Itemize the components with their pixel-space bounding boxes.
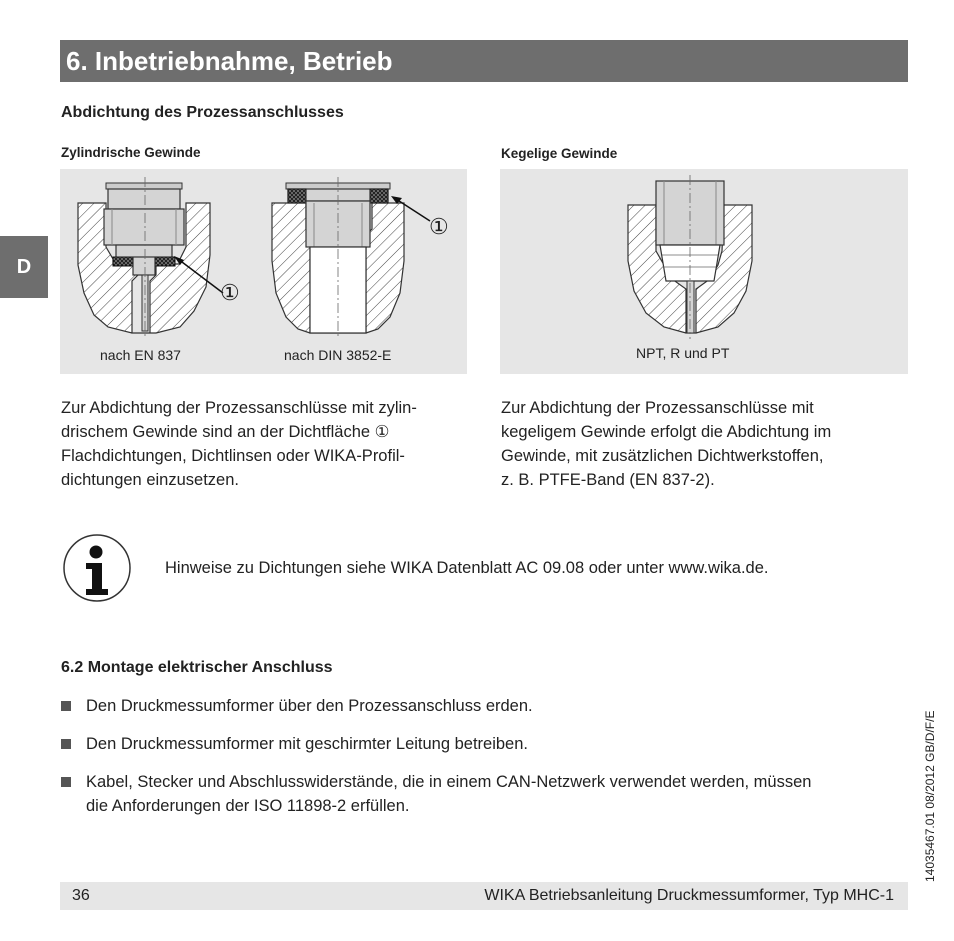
drawing-din3852 — [272, 177, 430, 337]
margin-document-code — [921, 682, 941, 882]
paragraph-line: dichtungen einzusetzen. — [61, 471, 239, 489]
list-item-text: Den Druckmessumformer über den Prozessanschluss erden. — [86, 697, 533, 715]
list-item-text: Kabel, Stecker und Abschlusswiderstände, die in einem CAN-Netzwerk verwendet werden, müssen — [86, 773, 812, 791]
callout-marker-2: ① — [429, 214, 449, 239]
caption-npt: NPT, R und PT — [636, 345, 730, 361]
margin-code-text: 14035467.01 08/2012 GB/D/F/E — [923, 710, 937, 882]
callout-marker-1: ① — [220, 280, 240, 305]
caption-en837: nach EN 837 — [100, 347, 181, 363]
paragraph-line: Zur Abdichtung der Prozessanschlüsse mit — [501, 399, 814, 417]
paragraph-line: z. B. PTFE-Band (EN 837-2). — [501, 471, 715, 489]
paragraph-line: Gewinde, mit zusätzlichen Dichtwerkstoffen, — [501, 447, 824, 465]
paragraph-line: Flachdichtungen, Dichtlinsen oder WIKA-Profil- — [61, 447, 405, 465]
list-item-text: Den Druckmessumformer mit geschirmter Leitung betreiben. — [86, 735, 528, 753]
figure-cylindrical-threads — [60, 169, 467, 374]
paragraph-line: Zur Abdichtung der Prozessanschlüsse mit zylin- — [61, 399, 417, 417]
tapered-threads-drawing — [500, 169, 908, 374]
bullet-square-icon — [61, 739, 71, 749]
paragraph-tapered — [501, 396, 906, 492]
section-heading-electrical: 6.2 Montage elektrischer Anschluss — [61, 659, 333, 676]
drawing-en837 — [78, 177, 223, 337]
bullet-square-icon — [61, 701, 71, 711]
subheading-tapered: Kegelige Gewinde — [501, 146, 618, 161]
info-note-text: Hinweise zu Dichtungen siehe WIKA Datenblatt AC 09.08 oder unter www.wika.de. — [165, 559, 769, 577]
cylindrical-threads-drawing — [60, 169, 467, 374]
list-item-text: die Anforderungen der ISO 11898-2 erfüllen. — [86, 797, 410, 815]
info-icon — [62, 533, 132, 603]
bullet-square-icon — [61, 777, 71, 787]
page-footer — [60, 882, 908, 910]
list-item — [61, 770, 906, 818]
caption-din3852: nach DIN 3852-E — [284, 347, 392, 363]
paragraph-line: drischem Gewinde sind an der Dichtfläche ① — [61, 423, 390, 441]
paragraph-cylindrical — [61, 396, 481, 492]
page-title: 6. Inbetriebnahme, Betrieb — [60, 40, 908, 82]
language-tab: D — [0, 236, 48, 298]
page-number: 36 — [72, 887, 90, 904]
figure-tapered-threads — [500, 169, 908, 374]
paragraph-line: kegeligem Gewinde erfolgt die Abdichtung im — [501, 423, 832, 441]
footer-doc-title: WIKA Betriebsanleitung Druckmessumformer, Typ MHC-1 — [484, 887, 894, 904]
section-heading-sealing: Abdichtung des Prozessanschlusses — [61, 104, 344, 121]
subheading-cylindrical: Zylindrische Gewinde — [61, 145, 201, 160]
